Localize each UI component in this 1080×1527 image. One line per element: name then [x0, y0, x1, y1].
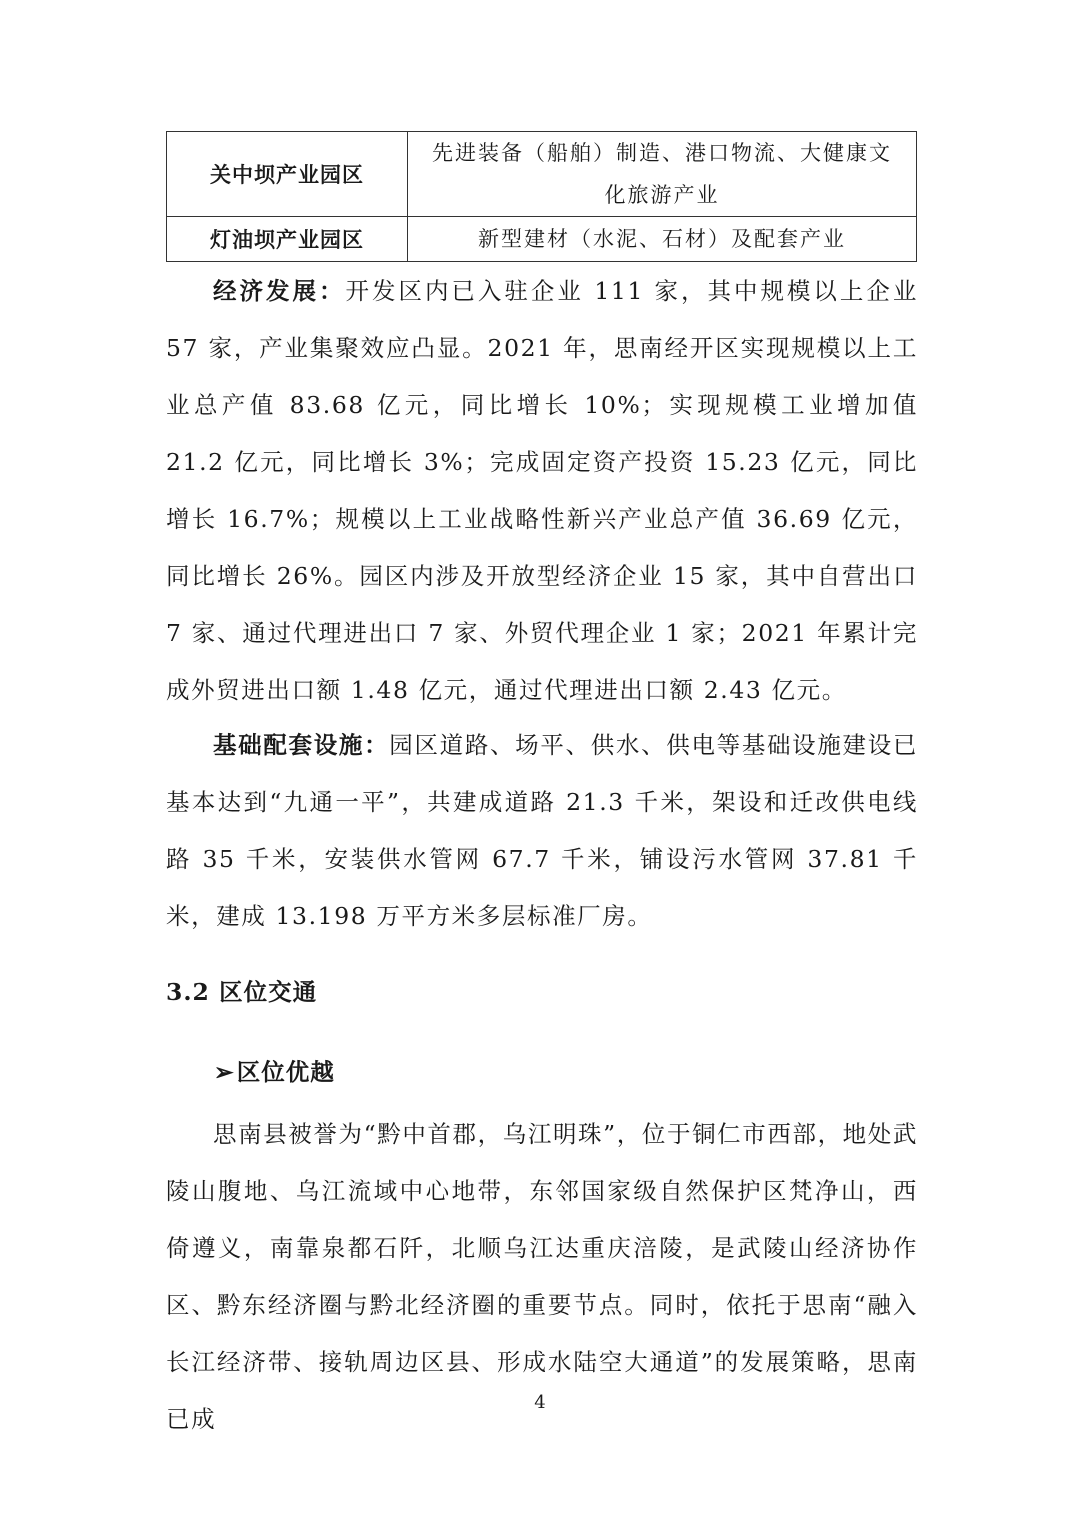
economy-text: 开发区内已入驻企业 111 家，其中规模以上企业 57 家，产业集聚效应凸显。2021 年，思南经开区实现规模以上工业总产值 83.68 亿元，同比增长 10%；实现规模工业增加值 21.2 亿元，同比增长 3%；完成固定资产投资 15.23 亿元，同比增长 16.7%；规模以上工业战略性新兴产业总产值 36.69 亿元，同比增长 26%。园区内涉及开放型经济企业 15 家，其中自营出口 7 家、通过代理进出口 7 家、外贸代理企业 1 家；2021 年累计完成外贸进出口额 1.48 亿元，通过代理进出口额 2.43 亿元。	[166, 277, 918, 704]
industrial-park-table	[166, 131, 917, 262]
park-industry-text: 先进装备（船舶）制造、港口物流、大健康文化旅游产业	[432, 141, 892, 207]
subsection-heading-text: 区位优越	[236, 1058, 335, 1086]
infrastructure-text: 园区道路、场平、供水、供电等基础设施建设已基本达到“九通一平”，共建成道路 21.3 千米，架设和迁改供电线路 35 千米，安装供水管网 67.7 千米，铺设污水管网 37.81 千米，建成 13.198 万平方米多层标准厂房。	[166, 731, 919, 930]
arrow-bullet-icon: ➢	[214, 1058, 235, 1086]
section-heading: 3.2 区位交通	[166, 978, 318, 1006]
park-name-cell: 关中坝产业园区	[167, 132, 408, 217]
park-industry-text: 新型建材（水泥、石材）及配套产业	[478, 227, 846, 251]
economy-paragraph	[166, 263, 918, 719]
park-industry-cell	[408, 132, 917, 217]
location-paragraph: 思南县被誉为“黔中首郡，乌江明珠”，位于铜仁市西部，地处武陵山腹地、乌江流域中心地带，东邻国家级自然保护区梵净山，西倚遵义，南靠泉都石阡，北顺乌江达重庆涪陵，是武陵山经济协作区、黔东经济圈与黔北经济圈的重要节点。同时，依托于思南“融入长江经济带、接轨周边区县、形成水陆空大通道”的发展策略，思南已成	[166, 1120, 918, 1433]
subsection-heading	[214, 1050, 335, 1094]
economy-lead: 经济发展：	[213, 277, 346, 305]
infrastructure-lead: 基础配套设施：	[213, 731, 390, 759]
page-number: 4	[534, 1392, 546, 1413]
park-name-cell: 灯油坝产业园区	[167, 217, 408, 262]
table-row	[167, 132, 917, 217]
table-row	[167, 217, 917, 262]
infrastructure-paragraph	[166, 717, 918, 945]
park-industry-cell	[408, 217, 917, 262]
